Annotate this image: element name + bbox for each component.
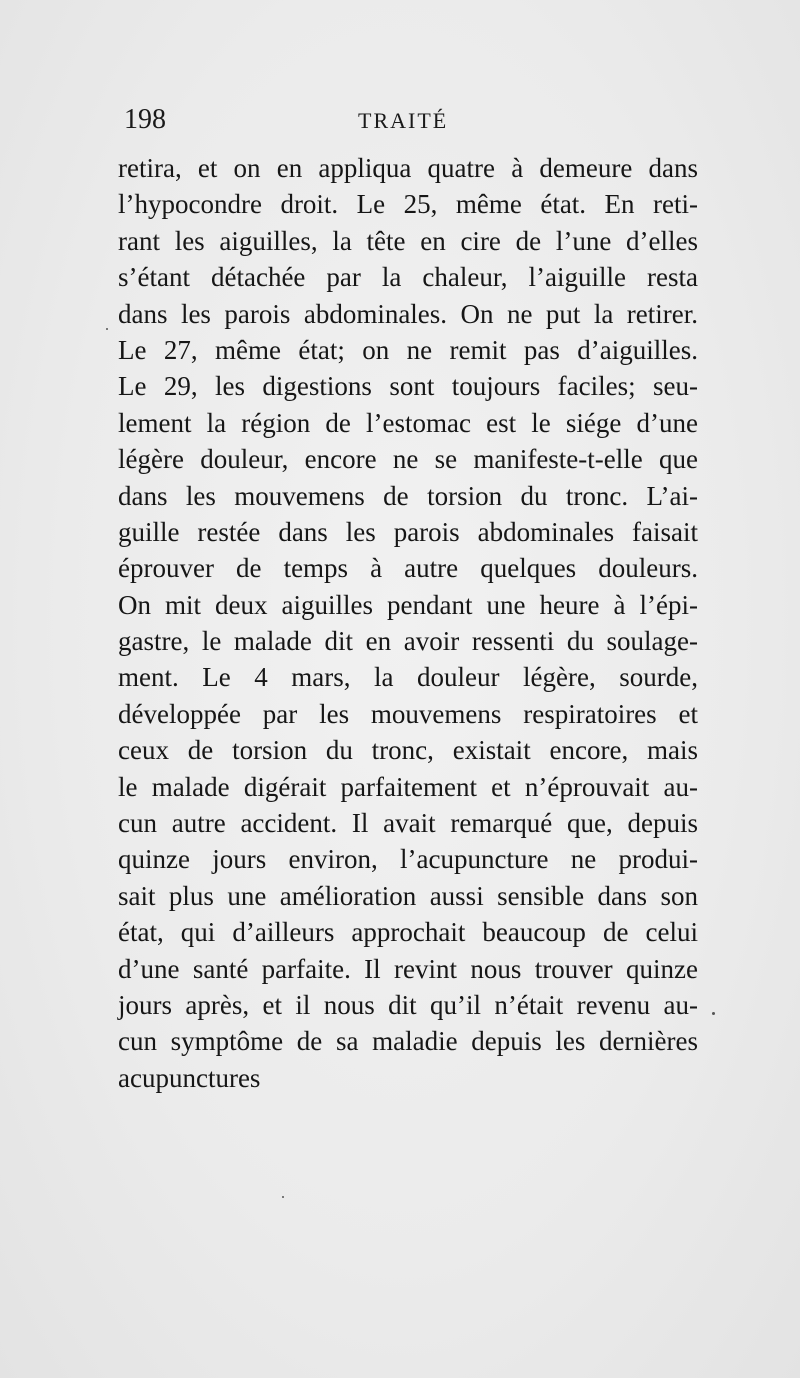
text-line: Le 29, les digestions sont toujours faciles; seu- [118, 371, 698, 402]
text-line: légère douleur, encore ne se manifeste-t-elle que [118, 444, 698, 475]
text-line: cun symptôme de sa maladie depuis les dernières [118, 1026, 698, 1057]
text-line: s’étant détachée par la chaleur, l’aiguille resta [118, 262, 698, 293]
text-line: cun autre accident. Il avait remarqué que, depuis [118, 808, 698, 839]
running-head: TRAITÉ [358, 108, 449, 133]
text-line: gastre, le malade dit en avoir ressenti du soulage- [118, 626, 698, 657]
text-line: ceux de torsion du tronc, existait encore, mais [118, 735, 698, 766]
paper-speck [712, 1012, 715, 1015]
text-line: jours après, et il nous dit qu’il n’était revenu au- [118, 989, 698, 1020]
text-line: guille restée dans les parois abdominales faisait [118, 516, 698, 547]
text-line: état, qui d’ailleurs approchait beaucoup de celui [118, 917, 698, 948]
text-line: le malade digérait parfaitement et n’éprouvait au- [118, 771, 698, 802]
text-line: éprouver de temps à autre quelques douleurs. [118, 553, 698, 584]
text-line: On mit deux aiguilles pendant une heure à l’épi- [118, 589, 698, 620]
text-line: sait plus une amélioration aussi sensible dans son [118, 880, 698, 911]
text-line: rant les aiguilles, la tête en cire de l’une d’elles [118, 225, 698, 256]
paper-speck [106, 328, 108, 330]
text-line: l’hypocondre droit. Le 25, même état. En reti- [118, 189, 698, 220]
text-line: acupunctures [118, 1062, 261, 1093]
text-line: lement la région de l’estomac est le siége d’une [118, 407, 698, 438]
page-header [118, 104, 698, 144]
text-line: dans les mouvemens de torsion du tronc. L’ai- [118, 480, 698, 511]
text-line: développée par les mouvemens respiratoires et [118, 698, 698, 729]
text-line: quinze jours environ, l’acupuncture ne produi- [118, 844, 698, 875]
text-line: dans les parois abdominales. On ne put la retirer. [118, 298, 698, 329]
page-number: 198 [124, 104, 166, 135]
text-line: retira, et on en appliqua quatre à demeure dans [118, 153, 698, 183]
text-line: ment. Le 4 mars, la douleur légère, sourde, [118, 662, 698, 693]
paper-speck [282, 1196, 284, 1198]
text-line: Le 27, même état; on ne remit pas d’aiguilles. [118, 334, 698, 365]
text-line: d’une santé parfaite. Il revint nous trouver quinze [118, 953, 698, 984]
body-text [118, 150, 698, 1096]
